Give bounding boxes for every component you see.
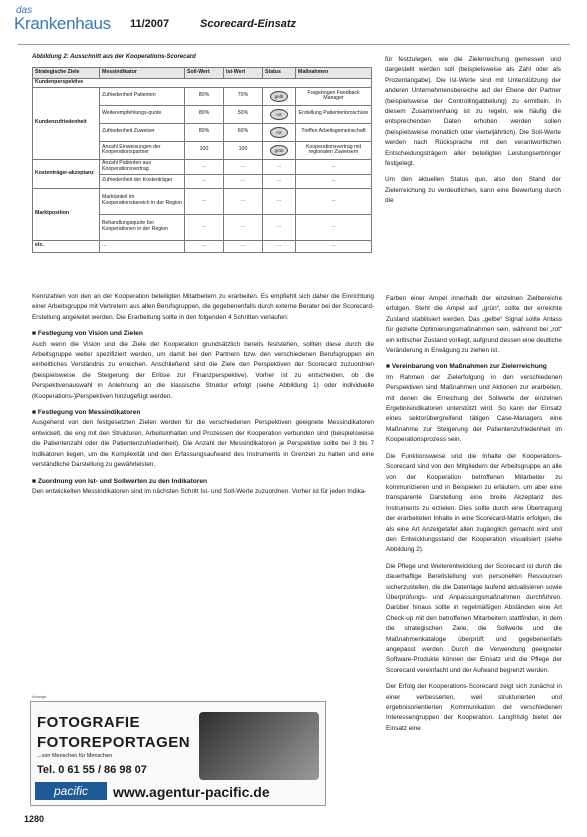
indicator-cell: Marktanteil im Kooperationsbereich in der Region xyxy=(100,188,185,214)
table-header-row xyxy=(33,68,372,79)
goal-cell: etc. xyxy=(33,240,100,252)
status-lamp-icon: rot xyxy=(270,109,288,120)
step-heading: ■ Zuordnung von Ist- und Sollwerten zu den Indikatoren xyxy=(32,477,208,485)
goal-cell: Kundenzufriedenheit xyxy=(33,87,100,159)
ad-tagline: ...von Menschen für Menschen xyxy=(37,753,113,759)
ist-cell: 70% xyxy=(224,87,263,105)
action-cell: Erstellung Patientenbroschüre xyxy=(296,105,372,123)
paragraph: Die Funktionsweise und die Inhalte der Kooperations-Scorecard sind von den Mitgliedern der Arbeitsgruppe an alle von der Kooperation betroffenen Mitarbeiter zu kommunizieren und in Beispielen zu erläutern, um aber eine transparente Darstellung eine breite Akzeptanz des Instruments zu erzielen. Dies sollte durch eine Übertragung der erarbeiteten Inhalte in eine Scorecard-Matrix erfolgen, die als eine Art Anzeigetafel allen zugänglich gemacht wird und den Entwicklungsstand der Kooperation visualisiert (siehe Abbildung 2). xyxy=(386,452,562,554)
paragraph: Farben einer Ampel innerhalb der einzelnen Zielbereiche erfolgen. Steht die Ampel auf „grün“, sollte der erreichte Zustand stabilisiert werden. Das „gelbe“ Signal sollte Anlass für gezielte Optimierungsmaßnahmen sein, während bei „rot“ ein kritischer Zustand vorliegt, aufgrund dessen eine deutliche Veränderung in Erwägung zu ziehen ist. xyxy=(386,295,562,355)
status-lamp-icon: rot xyxy=(270,127,288,138)
ad-headline: FOTOGRAFIE xyxy=(37,714,141,731)
status-cell xyxy=(263,87,296,105)
soll-cell: 80% xyxy=(185,123,224,141)
status-cell xyxy=(263,123,296,141)
step-heading-text: Vereinbarung von Maßnahmen zur Zielerreichung xyxy=(391,363,547,371)
step-heading-text: Festlegung von Messindikatoren xyxy=(37,409,141,417)
issue-number: 11/2007 xyxy=(130,18,170,30)
action-cell: ... xyxy=(296,214,372,240)
soll-cell: ... xyxy=(185,240,224,252)
soll-cell: ... xyxy=(185,214,224,240)
action-cell: ... xyxy=(296,188,372,214)
ad-phone: Tel. 0 61 55 / 86 98 07 xyxy=(37,764,147,776)
ad-headline-2: FOTOREPORTAGEN xyxy=(37,734,191,751)
table-row xyxy=(33,240,372,252)
paragraph: Ausgehend von den festgesetzten Zielen werden für die verschiedenen Perspektiven geeignete Messindikatoren entwickelt, die eng mit den Strukturen, Arbeitsinhalten und Prozessen der Kooperation verbunden sind (beispielsweise die Patientenzahl oder die Patientenzufriedenheit). Die Anzahl der Messindikatoren je Perspektive sollte bei 3 bis 7 Indikatoren liegen, um die Komplexität und den Erfassungsaufwand des Instruments in Grenzen zu halten und eine verständliche Darstellung zu gewährleisten. xyxy=(32,419,374,469)
ist-cell: ... xyxy=(224,174,263,188)
table-row xyxy=(33,87,372,105)
status-cell xyxy=(263,105,296,123)
column-header: Maßnahmen xyxy=(296,68,372,79)
indicator-cell: Zufriedenheit der Kostenträger xyxy=(100,174,185,188)
step-heading-text: Zuordnung von Ist- und Sollwerten zu den Indikatoren xyxy=(37,477,208,485)
indicator-cell: Behandlungsquote bei Kooperationen in der Region xyxy=(100,214,185,240)
soll-cell: 80% xyxy=(185,105,224,123)
goal-cell: Kostenträger-akzeptanz xyxy=(33,159,100,188)
ad-photo xyxy=(199,712,319,780)
action-cell: Fragebogen Feedback Manager xyxy=(296,87,372,105)
ist-cell: ... xyxy=(224,159,263,174)
column-header: Soll-Wert xyxy=(185,68,224,79)
action-cell: ... xyxy=(296,240,372,252)
paragraph: Den entwickelten Messindikatoren sind im nächsten Schritt Ist- und Soll-Werte zuzuordnen. Vorher ist für jeden Indika- xyxy=(32,487,367,495)
soll-cell: 80% xyxy=(185,87,224,105)
paragraph: Um den aktuellen Status quo, also den Stand der Zielerreichung zu verdeutlichen, kann eine Bewertung durch die xyxy=(385,176,561,205)
logo-krankenhaus: Krankenhaus xyxy=(14,14,111,33)
ist-cell: ... xyxy=(224,188,263,214)
column-header: Strategische Ziele xyxy=(33,68,100,79)
table-row xyxy=(33,188,372,214)
section-label: Kundenperspektive xyxy=(33,79,372,88)
status-cell: ... xyxy=(263,240,296,252)
section-topic: Scorecard-Einsatz xyxy=(200,18,296,30)
paragraph: Kennzahlen von den an der Kooperation beteiligten Mitarbeitern zu erarbeiten. Es empfiehlt sich daher die Einrichtung einer Arbeitsgruppe mit Vertretern aus allen Berufsgruppen, die gegebenenfalls durch externe Berater bei der Scorecard-Erstellung angeleitet werden. Die Erarbeitung sollte in den folgenden 4 Schritten verlaufen: xyxy=(32,293,374,321)
ad-website-link[interactable]: www.agentur-pacific.de xyxy=(113,784,270,800)
indicator-cell: Zufriedenheit Patienten xyxy=(100,87,185,105)
goal-cell: Marktposition xyxy=(33,188,100,240)
status-cell: ... xyxy=(263,188,296,214)
indicator-cell: Zufriedenheit Zuweiser xyxy=(100,123,185,141)
ad-label: Anzeige xyxy=(32,694,47,699)
column-header: Ist-Wert xyxy=(224,68,263,79)
indicator-cell: Weiterempfehlungs-quote xyxy=(100,105,185,123)
soll-cell: ... xyxy=(185,159,224,174)
figure-caption: Abbildung 2: Ausschnitt aus der Kooperations-Scorecard xyxy=(32,54,196,60)
ist-cell: ... xyxy=(224,214,263,240)
status-cell: ... xyxy=(263,214,296,240)
page-header xyxy=(14,6,574,36)
status-cell xyxy=(263,141,296,159)
step-heading: ■ Vereinbarung von Maßnahmen zur Zielerreichung xyxy=(386,363,547,371)
status-cell: ... xyxy=(263,174,296,188)
indicator-cell: Anzahl Patienten aus Kooperationsvertrag xyxy=(100,159,185,174)
status-lamp-icon: gelb xyxy=(270,91,288,102)
column-header: Status xyxy=(263,68,296,79)
table-section-row xyxy=(33,79,372,88)
logo-das: das xyxy=(16,5,33,16)
paragraph: Die Pflege und Weiterentwicklung der Scorecard ist durch die dauerhaftige Bereitstellung von personellen Ressourcen sicherzustellen, die die Datenlage laufend aktualisieren sowie Überprüfungs- und Anpassungsmaßnahmen durchführen. Darüber hinaus sollte in regelmäßigen Abständen eine Art Check-up mit den betroffenen Mitarbeitern stattfinden, in dem die strategischen Ziele, die Sollwerte und die Maßnahmenkataloge überprüft und gegebenenfalls angepasst werden. Durch die Verwendung geeigneter Software-Produkte können der Einsatz und die Pflege der Scorecard vereinfacht und der Aufwand begrenzt werden. xyxy=(386,562,562,674)
paragraph: Der Erfolg der Kooperations-Scorecard zeigt sich zunächst in einer verbesserten, weil strukturierten und ergebnisorientierten Kommunikation der verschiedenen Interessengruppen der Kooperation. Langfristig bietet der Einsatz eine xyxy=(386,683,562,732)
step-heading-text: Festlegung von Vision und Zielen xyxy=(37,330,143,338)
scorecard-table xyxy=(32,67,372,253)
ist-cell: ... xyxy=(224,240,263,252)
soll-cell: ... xyxy=(185,188,224,214)
right-column xyxy=(386,294,562,740)
status-lamp-icon: grün xyxy=(270,145,288,156)
action-cell: ... xyxy=(296,159,372,174)
ist-cell: 50% xyxy=(224,105,263,123)
soll-cell: 100 xyxy=(185,141,224,159)
step-heading: ■ Festlegung von Messindikatoren xyxy=(32,409,141,417)
paragraph: für festzulegen, wie die Zielerreichung gemessen und dargestellt werden soll (beispielsweise als Zahl oder als Prozentangabe). Die Ist-Werte sind mit Unterstützung der anderen Unternehmensbereiche auf der Ebene der Partner (beispielsweise der Controllingabteilung) zu ermitteln. In diesem Zusammenhang ist zu regeln, wie häufig die entsprechenden Daten erhoben werden sollen (beispielsweise monatlich oder vierteljährlich). Die Soll-Werte werden nach Rücksprache mit den verantwortlichen Entscheidungsträgern aller beteiligten Leistungserbringer festgelegt. xyxy=(385,56,561,168)
status-cell: ... xyxy=(263,159,296,174)
header-divider xyxy=(18,44,570,45)
action-cell: Treffen Arbeitsgemeinschaft xyxy=(296,123,372,141)
table-row xyxy=(33,159,372,174)
paragraph: Im Rahmen der Zielerfolgung in den verschiedenen Perspektiven sind Maßnahmen und Aktionen zur erarbeiten, mit denen die Erreichung der Sollwerte der einzelnen Ergebnisindikatoren unterstützt wird. So kann der Einsatz eines sektorübergreifend tätigen Case-Managers eine Maßnahme zur Steigerung der Patientenzufriedenheit im Kooperationsprozess sein. xyxy=(386,373,562,444)
step-heading: ■ Festlegung von Vision und Zielen xyxy=(32,330,143,338)
right-column-top xyxy=(385,55,561,207)
left-column xyxy=(32,292,374,503)
paragraph: Auch wenn die Vision und die Ziele der Kooperation grundsätzlich bereits feststehen, sollten diese durch die Arbeitsgruppe weiter spezifiziert werden, um damit bei den Partnern bzw. den verschiedenen Berufsgruppen ein einheitliches Verständnis zu erreichen. Anschließend sind die Ziele den Perspektiven der Scorecard zuzuordnen (beispielsweise die Steigerung der Erlöse zur Finanzperspektive). Vorher ist zu entscheiden, ob die Perspektivenauswahl in Anlehnung an die klassische Struktur erfolgt (siehe Abbildung 1) oder individuelle (Kooperations-)Perspektiven hinzugefügt werden. xyxy=(32,340,374,400)
magazine-logo xyxy=(14,6,124,34)
indicator-cell: ... xyxy=(100,240,185,252)
page-number: 1280 xyxy=(24,814,45,824)
ad-brand-logo: pacific xyxy=(35,782,107,800)
action-cell: Kooperationsvertrag mit regionalen Zuweisern xyxy=(296,141,372,159)
soll-cell: ... xyxy=(185,174,224,188)
indicator-cell: Anzahl Einweisungen der Kooperationspartner xyxy=(100,141,185,159)
column-header: Messindikator xyxy=(100,68,185,79)
ist-cell: 100 xyxy=(224,141,263,159)
ist-cell: 60% xyxy=(224,123,263,141)
action-cell: ... xyxy=(296,174,372,188)
advertisement[interactable] xyxy=(30,701,326,806)
